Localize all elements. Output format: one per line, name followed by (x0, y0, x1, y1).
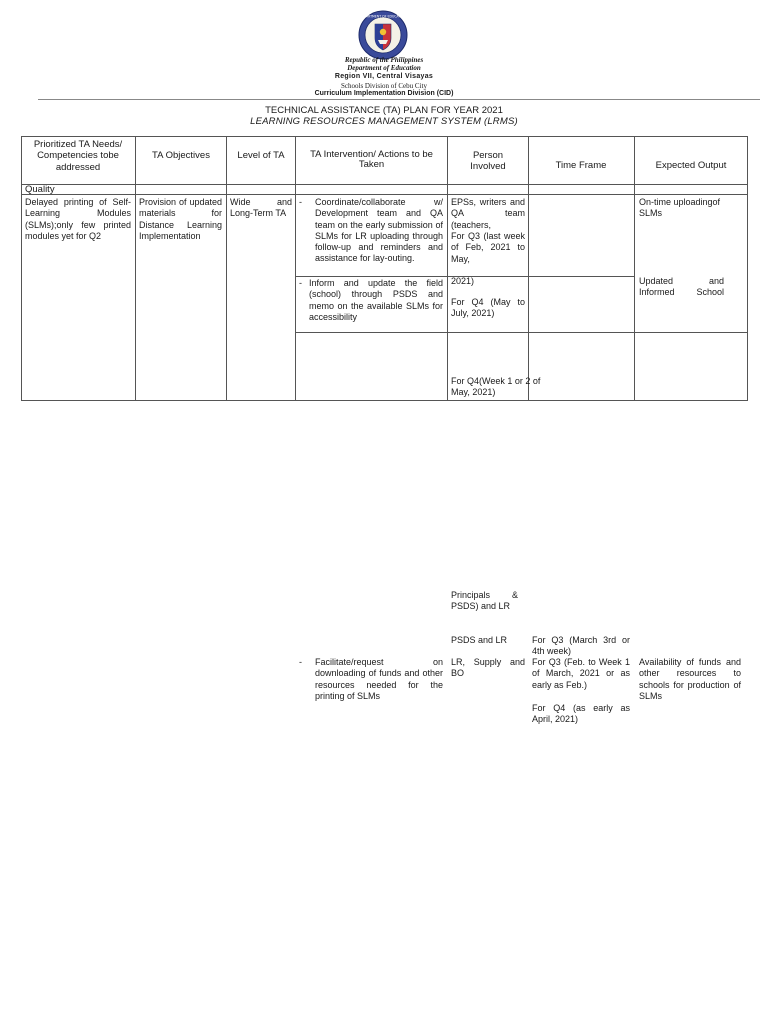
document-title: TECHNICAL ASSISTANCE (TA) PLAN FOR YEAR 2021 (265, 105, 503, 116)
svg-text:DEPARTMENT OF EDUCATION: DEPARTMENT OF EDUCATION (359, 14, 407, 19)
time-2: For Q3 (Feb. to Week 1 of March, 2021 or as early as Feb.) (532, 657, 630, 690)
header-department: Department of Education (347, 64, 421, 72)
header-division: Schools Division of Cebu City (341, 82, 427, 90)
header-republic: Republic of the Philippines (344, 56, 424, 64)
person-2: Principals & PSDS) and LR (451, 590, 518, 612)
header-needs: Prioritized TA Needs/ Competencies tobe addressed (33, 139, 123, 173)
header-timeframe: Time Frame (555, 160, 607, 171)
intervention-1: Coordinate/collaborate w/ Development team and QA team on the early submission of SLMs for LR uploading through follow-up and reminders and assistance for lay-outing. (315, 197, 443, 264)
header-person: Person Involved (470, 150, 506, 173)
header-objectives: TA Objectives (152, 150, 210, 161)
bullet-dash: - (299, 657, 302, 667)
header-output: Expected Output (655, 160, 727, 171)
header-level: Level of TA (237, 150, 285, 161)
intervention-3: Facilitate/request on downloading of funds and other resources needed for the printing of SLMs (315, 657, 443, 701)
category-label: Quality (25, 184, 55, 195)
output-2: Updated and Informed School (639, 276, 724, 298)
person-4: LR, Supply and BO (451, 657, 525, 679)
header-region: Region VII, Central Visayas (334, 73, 434, 80)
document-subtitle: LEARNING RESOURCES MANAGEMENT SYSTEM (LRMS) (250, 116, 518, 127)
time-3: For Q4 (as early as April, 2021) (532, 703, 630, 725)
output-1: On-time uploadingof SLMs (639, 197, 721, 219)
ta-need-text: Delayed printing of Self-Learning Modules (SLMs);only few printed modules yet for Q2 (25, 197, 131, 241)
person-1-timeframe: For Q3 (last week of Feb, 2021 to May, (451, 231, 525, 264)
person-1: EPSs, writers and QA team (teachers, (451, 197, 525, 230)
header-intervention: TA Intervention/ Actions to be Taken (310, 149, 433, 170)
person-3: PSDS and LR (451, 635, 508, 645)
person-q4-timeframe: For Q4 (May to July, 2021) (451, 297, 525, 319)
deped-seal-logo (358, 10, 408, 60)
ta-objective-text: Provision of updated materials for Distance Learning Implementation (139, 197, 222, 241)
header-office: Curriculum Implementation Division (CID) (314, 90, 454, 97)
person-1-year: 2021) (451, 276, 475, 286)
ta-level-text: Wide and Long-Term TA (230, 197, 292, 219)
intervention-2: Inform and update the field (school) through PSDS and memo on the available SLMs for accessibility (309, 278, 443, 322)
header-divider (38, 99, 760, 100)
person-q4b-timeframe: For Q4(Week 1 or 2 of May, 2021) (451, 376, 541, 398)
bullet-dash: - (299, 197, 302, 207)
time-1: For Q3 (March 3rd or 4th week) (532, 635, 630, 657)
bullet-dash: - (299, 278, 302, 288)
output-3: Availability of funds and other resources to schools for production of SLMs (639, 657, 741, 701)
